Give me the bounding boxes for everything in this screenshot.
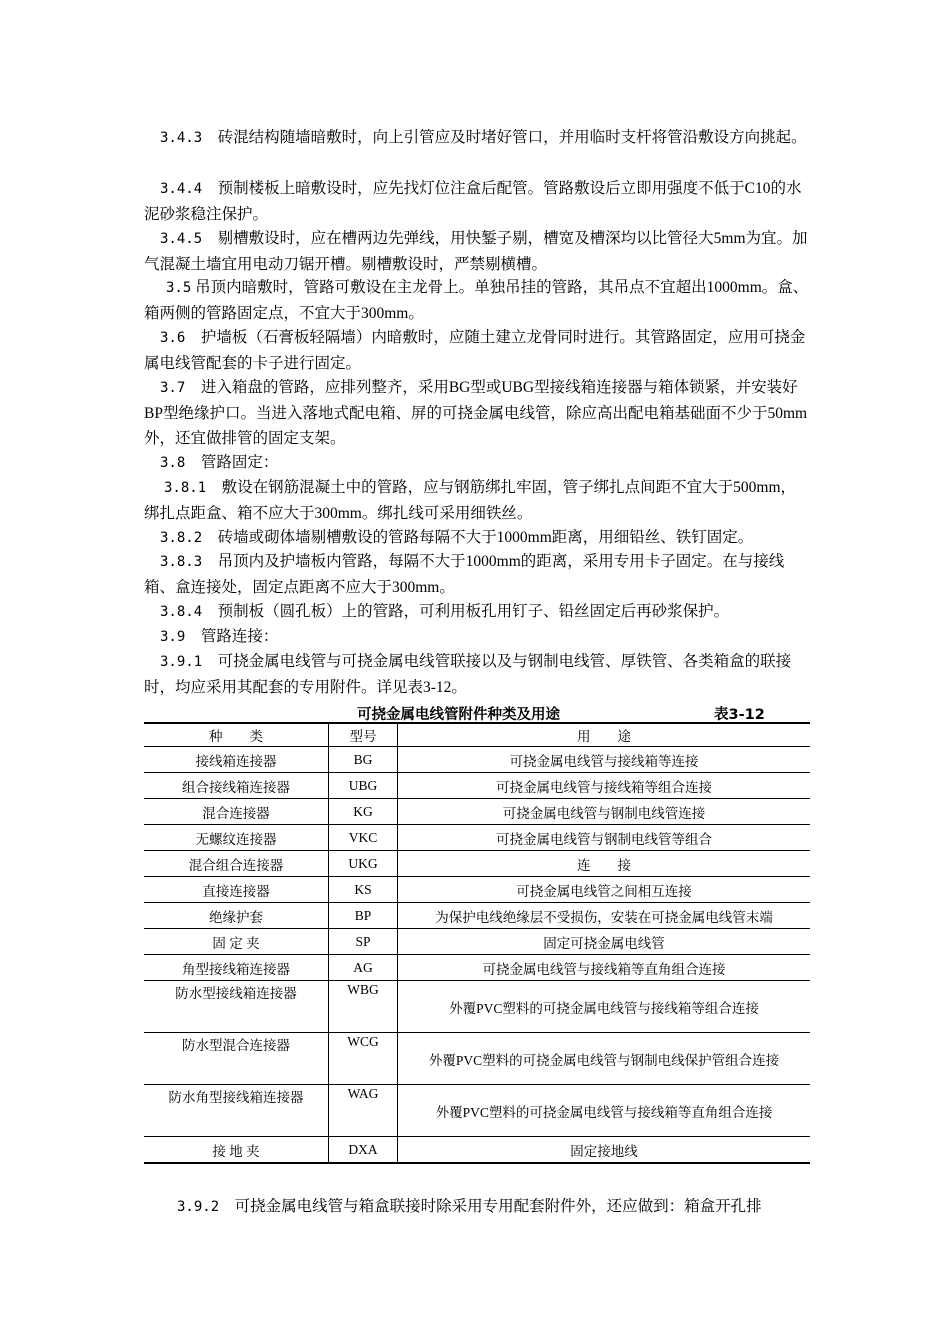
section-number: 3.8.1 <box>164 480 207 496</box>
table-row <box>144 747 810 773</box>
section-number: 3.4.4 <box>160 181 203 197</box>
header-type: 种 类 <box>144 723 329 747</box>
paragraph-3-8-2 <box>144 525 810 551</box>
section-number: 3.5 <box>166 280 192 296</box>
cell-usage: 可挠金属电线管之间相互连接 <box>398 877 811 903</box>
cell-model: VKC <box>329 825 398 851</box>
table-header-row <box>144 723 810 747</box>
table-caption <box>144 703 810 723</box>
paragraph-3-4-5 <box>144 226 810 277</box>
cell-type: 接线箱连接器 <box>144 747 329 773</box>
section-number: 3.9.2 <box>177 1199 220 1215</box>
table-row <box>144 1085 810 1137</box>
cell-usage: 固定接地线 <box>398 1137 811 1164</box>
cell-model: SP <box>329 929 398 955</box>
paragraph-text: 可挠金属电线管与可挠金属电线管联接以及与钢制电线管、厚铁管、各类箱盒的联接时，均应采用其配套的专用附件。详见表3-12。 <box>144 653 792 696</box>
section-number: 3.4.5 <box>160 231 203 247</box>
section-number: 3.7 <box>160 380 186 396</box>
paragraph-text: 吊顶内及护墙板内管路，每隔不大于1000mm的距离，采用专用卡子固定。在与接线箱、盒连接处，固定点距离不应大于300mm。 <box>144 553 785 596</box>
cell-type: 混合连接器 <box>144 799 329 825</box>
cell-usage: 固定可挠金属电线管 <box>398 929 811 955</box>
section-number: 3.9 <box>160 629 186 645</box>
table-title: 可挠金属电线管附件种类及用途 <box>357 707 560 723</box>
cell-model: AG <box>329 955 398 981</box>
paragraph-3-4-3 <box>144 125 810 151</box>
section-number: 3.4.3 <box>160 130 203 146</box>
paragraph-text: 管路连接： <box>200 628 279 645</box>
cell-type: 直接连接器 <box>144 877 329 903</box>
paragraph-text: 护墙板（石膏板轻隔墙）内暗敷时，应随土建立龙骨同时进行。其管路固定，应用可挠金属电线管配套的卡子进行固定。 <box>144 329 806 372</box>
cell-type: 接 地 夹 <box>144 1137 329 1164</box>
section-number: 3.8.4 <box>160 604 203 620</box>
header-usage: 用 途 <box>398 723 811 747</box>
paragraph-3-8 <box>144 450 810 476</box>
cell-type: 角型接线箱连接器 <box>144 955 329 981</box>
cell-type: 防水型接线箱连接器 <box>144 981 329 1033</box>
paragraph-3-7 <box>144 375 810 451</box>
table-row <box>144 773 810 799</box>
cell-usage: 外覆PVC塑料的可挠金属电线管与钢制电线保护管组合连接 <box>398 1033 811 1085</box>
paragraph-text: 预制板（圆孔板）上的管路，可利用板孔用钉子、铅丝固定后再砂浆保护。 <box>217 603 730 620</box>
cell-type: 组合接线箱连接器 <box>144 773 329 799</box>
cell-type: 防水型混合连接器 <box>144 1033 329 1085</box>
section-number: 3.8.3 <box>160 554 203 570</box>
paragraph-3-9-2 <box>144 1194 810 1220</box>
cell-type: 混合组合连接器 <box>144 851 329 877</box>
cell-type: 绝缘护套 <box>144 903 329 929</box>
paragraph-3-8-3 <box>144 549 810 600</box>
cell-model: WCG <box>329 1033 398 1085</box>
section-number: 3.6 <box>160 330 186 346</box>
table-row <box>144 903 810 929</box>
table-row <box>144 955 810 981</box>
paragraph-3-5 <box>144 275 810 326</box>
table-row <box>144 799 810 825</box>
section-number: 3.9.1 <box>160 654 203 670</box>
cell-model: WAG <box>329 1085 398 1137</box>
table-row <box>144 1137 810 1164</box>
paragraph-3-8-1 <box>144 475 810 526</box>
table-row <box>144 929 810 955</box>
cell-model: KG <box>329 799 398 825</box>
table-row <box>144 1033 810 1085</box>
fittings-table <box>144 722 810 1164</box>
paragraph-text: 剔槽敷设时，应在槽两边先弹线，用快錾子剔，槽宽及槽深均以比管径大5mm为宜。加气混凝土墙宜用电动刀锯开槽。剔槽敷设时，严禁剔横槽。 <box>144 230 808 273</box>
cell-usage: 外覆PVC塑料的可挠金属电线管与接线箱等直角组合连接 <box>398 1085 811 1137</box>
cell-usage: 可挠金属电线管与接线箱等连接 <box>398 747 811 773</box>
cell-model: KS <box>329 877 398 903</box>
paragraph-3-9-1 <box>144 649 810 700</box>
cell-model: WBG <box>329 981 398 1033</box>
cell-type: 固 定 夹 <box>144 929 329 955</box>
table-row <box>144 877 810 903</box>
table-number: 表3-12 <box>714 707 765 723</box>
cell-model: UKG <box>329 851 398 877</box>
paragraph-3-9 <box>144 624 810 650</box>
table-row <box>144 825 810 851</box>
cell-usage: 可挠金属电线管与钢制电线管等组合 <box>398 825 811 851</box>
cell-type: 防水角型接线箱连接器 <box>144 1085 329 1137</box>
paragraph-text: 进入箱盘的管路，应排列整齐，采用BG型或UBG型接线箱连接器与箱体锁紧，并安装好BP型绝缘护口。当进入落地式配电箱、屏的可挠金属电线管，除应高出配电箱基础面不少于50mm外，还宜做排管的固定支架。 <box>144 379 808 447</box>
paragraph-3-8-4 <box>144 599 810 625</box>
paragraph-3-6 <box>144 325 810 376</box>
paragraph-text: 可挠金属电线管与箱盒联接时除采用专用配套附件外，还应做到：箱盒开孔排 <box>234 1198 762 1215</box>
cell-model: BP <box>329 903 398 929</box>
header-model: 型号 <box>329 723 398 747</box>
cell-usage: 为保护电线绝缘层不受损伤，安装在可挠金属电线管末端 <box>398 903 811 929</box>
table-row <box>144 851 810 877</box>
paragraph-text: 管路固定： <box>200 454 279 471</box>
cell-model: UBG <box>329 773 398 799</box>
cell-model: DXA <box>329 1137 398 1164</box>
paragraph-3-4-4 <box>144 176 810 227</box>
cell-model: BG <box>329 747 398 773</box>
paragraph-text: 砖混结构随墙暗敷时，向上引管应及时堵好管口，并用临时支杆将管沿敷设方向挑起。 <box>217 129 807 146</box>
cell-usage: 连 接 <box>398 851 811 877</box>
paragraph-text: 砖墙或砌体墙剔槽敷设的管路每隔不大于1000mm距离，用细铅丝、铁钉固定。 <box>217 529 754 546</box>
cell-usage: 外覆PVC塑料的可挠金属电线管与接线箱等组合连接 <box>398 981 811 1033</box>
cell-usage: 可挠金属电线管与接线箱等直角组合连接 <box>398 955 811 981</box>
paragraph-text: 敷设在钢筋混凝土中的管路，应与钢筋绑扎牢固，管子绑扎点间距不宜大于500mm，绑扎点距盒、箱不应大于300mm。绑扎线可采用细铁丝。 <box>144 479 797 522</box>
table-row <box>144 981 810 1033</box>
paragraph-text: 吊顶内暗敷时，管路可敷设在主龙骨上。单独吊挂的管路，其吊点不宜超出1000mm。盒、箱两侧的管路固定点，不宜大于300mm。 <box>144 279 809 322</box>
section-number: 3.8.2 <box>160 530 203 546</box>
paragraph-text: 预制楼板上暗敷设时，应先找灯位注盒后配管。管路敷设后立即用强度不低于C10的水泥砂浆稳注保护。 <box>144 180 802 223</box>
section-number: 3.8 <box>160 455 186 471</box>
cell-type: 无螺纹连接器 <box>144 825 329 851</box>
cell-usage: 可挠金属电线管与接线箱等组合连接 <box>398 773 811 799</box>
cell-usage: 可挠金属电线管与钢制电线管连接 <box>398 799 811 825</box>
